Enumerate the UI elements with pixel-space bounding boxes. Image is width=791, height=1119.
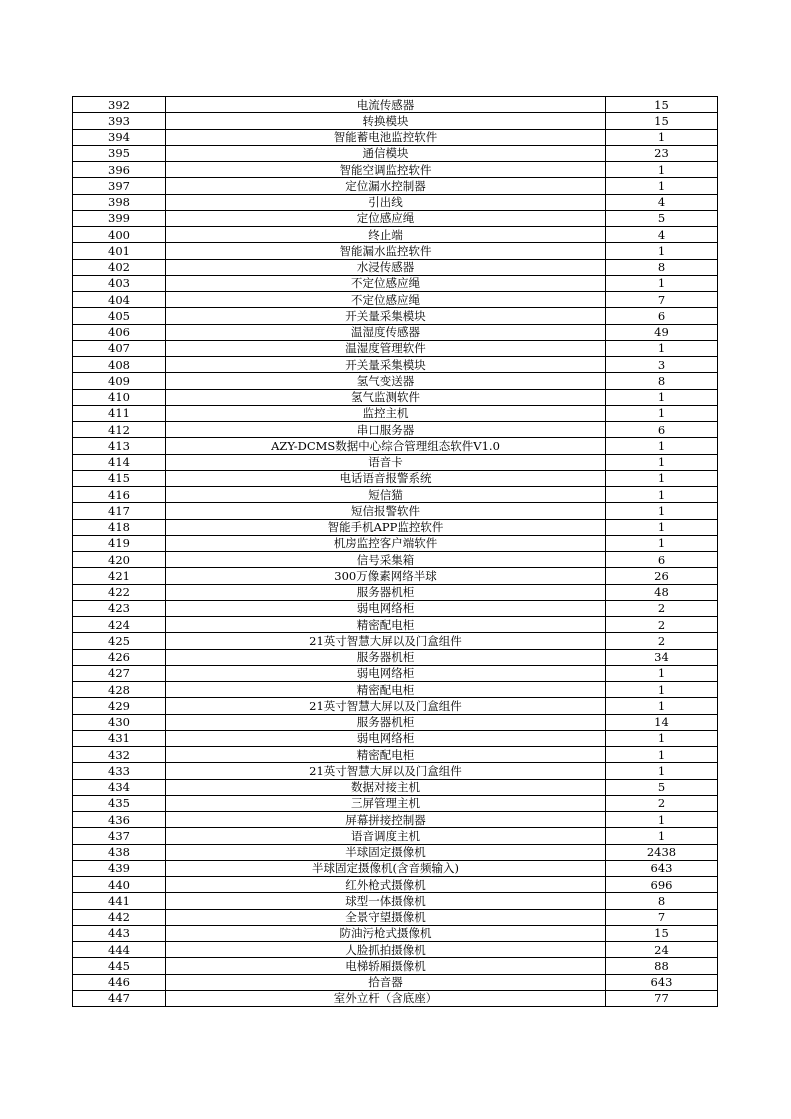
table-row xyxy=(73,373,718,389)
table-row xyxy=(73,649,718,665)
table-row xyxy=(73,292,718,308)
item-name-cell: 半球固定摄像机 xyxy=(166,844,606,860)
row-number-cell: 421 xyxy=(73,568,166,584)
item-name-cell: 引出线 xyxy=(166,194,606,210)
item-name-cell: 短信猫 xyxy=(166,487,606,503)
table-row xyxy=(73,893,718,909)
quantity-cell: 1 xyxy=(606,178,718,194)
quantity-cell: 696 xyxy=(606,877,718,893)
item-name-cell: 电话语音报警系统 xyxy=(166,470,606,486)
table-row xyxy=(73,535,718,551)
quantity-cell: 1 xyxy=(606,470,718,486)
row-number-cell: 404 xyxy=(73,292,166,308)
row-number-cell: 422 xyxy=(73,584,166,600)
quantity-cell: 1 xyxy=(606,243,718,259)
item-name-cell: 氢气监测软件 xyxy=(166,389,606,405)
table-row xyxy=(73,503,718,519)
quantity-cell: 8 xyxy=(606,259,718,275)
item-name-cell: 球型一体摄像机 xyxy=(166,893,606,909)
row-number-cell: 400 xyxy=(73,227,166,243)
item-name-cell: 智能蓄电池监控软件 xyxy=(166,129,606,145)
item-name-cell: 定位漏水控制器 xyxy=(166,178,606,194)
quantity-cell: 48 xyxy=(606,584,718,600)
quantity-cell: 26 xyxy=(606,568,718,584)
row-number-cell: 395 xyxy=(73,145,166,161)
item-name-cell: 服务器机柜 xyxy=(166,584,606,600)
item-name-cell: 数据对接主机 xyxy=(166,779,606,795)
quantity-cell: 5 xyxy=(606,210,718,226)
table-row xyxy=(73,243,718,259)
quantity-cell: 1 xyxy=(606,340,718,356)
table-row xyxy=(73,97,718,113)
item-name-cell: 精密配电柜 xyxy=(166,747,606,763)
table-row xyxy=(73,747,718,763)
quantity-cell: 24 xyxy=(606,942,718,958)
item-name-cell: 防油污枪式摄像机 xyxy=(166,925,606,941)
table-row xyxy=(73,860,718,876)
table-row xyxy=(73,779,718,795)
row-number-cell: 424 xyxy=(73,617,166,633)
row-number-cell: 412 xyxy=(73,422,166,438)
row-number-cell: 436 xyxy=(73,812,166,828)
item-name-cell: 三屏管理主机 xyxy=(166,795,606,811)
row-number-cell: 397 xyxy=(73,178,166,194)
quantity-cell: 1 xyxy=(606,747,718,763)
row-number-cell: 419 xyxy=(73,535,166,551)
row-number-cell: 427 xyxy=(73,665,166,681)
item-name-cell: 全景守望摄像机 xyxy=(166,909,606,925)
row-number-cell: 429 xyxy=(73,698,166,714)
item-name-cell: 语音卡 xyxy=(166,454,606,470)
row-number-cell: 408 xyxy=(73,357,166,373)
row-number-cell: 432 xyxy=(73,747,166,763)
item-name-cell: 300万像素网络半球 xyxy=(166,568,606,584)
item-name-cell: 语音调度主机 xyxy=(166,828,606,844)
item-name-cell: 智能空调监控软件 xyxy=(166,162,606,178)
row-number-cell: 405 xyxy=(73,308,166,324)
table-row xyxy=(73,275,718,291)
item-name-cell: 机房监控客户端软件 xyxy=(166,535,606,551)
quantity-cell: 15 xyxy=(606,97,718,113)
quantity-cell: 2438 xyxy=(606,844,718,860)
table-row xyxy=(73,844,718,860)
item-name-cell: 屏幕拼接控制器 xyxy=(166,812,606,828)
quantity-cell: 4 xyxy=(606,227,718,243)
table-row xyxy=(73,828,718,844)
item-name-cell: 不定位感应绳 xyxy=(166,275,606,291)
table-row xyxy=(73,129,718,145)
row-number-cell: 406 xyxy=(73,324,166,340)
item-name-cell: 串口服务器 xyxy=(166,422,606,438)
quantity-cell: 1 xyxy=(606,487,718,503)
table-row xyxy=(73,145,718,161)
row-number-cell: 416 xyxy=(73,487,166,503)
row-number-cell: 445 xyxy=(73,958,166,974)
table-row xyxy=(73,714,718,730)
item-name-cell: 转换模块 xyxy=(166,113,606,129)
item-name-cell: 拾音器 xyxy=(166,974,606,990)
row-number-cell: 444 xyxy=(73,942,166,958)
row-number-cell: 441 xyxy=(73,893,166,909)
item-name-cell: 红外枪式摄像机 xyxy=(166,877,606,893)
row-number-cell: 402 xyxy=(73,259,166,275)
row-number-cell: 425 xyxy=(73,633,166,649)
quantity-cell: 8 xyxy=(606,373,718,389)
quantity-cell: 643 xyxy=(606,974,718,990)
item-name-cell: 信号采集箱 xyxy=(166,552,606,568)
row-number-cell: 414 xyxy=(73,454,166,470)
table-row xyxy=(73,487,718,503)
item-name-cell: 精密配电柜 xyxy=(166,617,606,633)
item-name-cell: 通信模块 xyxy=(166,145,606,161)
quantity-cell: 1 xyxy=(606,503,718,519)
row-number-cell: 431 xyxy=(73,730,166,746)
row-number-cell: 392 xyxy=(73,97,166,113)
quantity-cell: 7 xyxy=(606,909,718,925)
table-row xyxy=(73,422,718,438)
row-number-cell: 442 xyxy=(73,909,166,925)
quantity-cell: 1 xyxy=(606,454,718,470)
equipment-table xyxy=(72,96,718,1007)
row-number-cell: 396 xyxy=(73,162,166,178)
row-number-cell: 420 xyxy=(73,552,166,568)
table-row xyxy=(73,812,718,828)
item-name-cell: 不定位感应绳 xyxy=(166,292,606,308)
row-number-cell: 440 xyxy=(73,877,166,893)
item-name-cell: 半球固定摄像机(含音频输入) xyxy=(166,860,606,876)
row-number-cell: 393 xyxy=(73,113,166,129)
quantity-cell: 15 xyxy=(606,113,718,129)
quantity-cell: 1 xyxy=(606,389,718,405)
table-row xyxy=(73,438,718,454)
quantity-cell: 8 xyxy=(606,893,718,909)
table-row xyxy=(73,259,718,275)
row-number-cell: 418 xyxy=(73,519,166,535)
row-number-cell: 446 xyxy=(73,974,166,990)
table-row xyxy=(73,519,718,535)
item-name-cell: 人脸抓拍摄像机 xyxy=(166,942,606,958)
item-name-cell: 21英寸智慧大屏以及门盒组件 xyxy=(166,698,606,714)
quantity-cell: 2 xyxy=(606,795,718,811)
row-number-cell: 409 xyxy=(73,373,166,389)
row-number-cell: 433 xyxy=(73,763,166,779)
quantity-cell: 1 xyxy=(606,535,718,551)
row-number-cell: 398 xyxy=(73,194,166,210)
item-name-cell: 开关量采集模块 xyxy=(166,308,606,324)
table-row xyxy=(73,227,718,243)
item-name-cell: 弱电网络柜 xyxy=(166,665,606,681)
row-number-cell: 399 xyxy=(73,210,166,226)
quantity-cell: 5 xyxy=(606,779,718,795)
item-name-cell: 氢气变送器 xyxy=(166,373,606,389)
item-name-cell: 监控主机 xyxy=(166,405,606,421)
row-number-cell: 413 xyxy=(73,438,166,454)
item-name-cell: 终止端 xyxy=(166,227,606,243)
table-row xyxy=(73,357,718,373)
row-number-cell: 428 xyxy=(73,682,166,698)
quantity-cell: 1 xyxy=(606,828,718,844)
item-name-cell: 智能漏水监控软件 xyxy=(166,243,606,259)
table-row xyxy=(73,730,718,746)
table-row xyxy=(73,568,718,584)
quantity-cell: 77 xyxy=(606,990,718,1006)
table-row xyxy=(73,974,718,990)
quantity-cell: 2 xyxy=(606,600,718,616)
row-number-cell: 434 xyxy=(73,779,166,795)
table-row xyxy=(73,324,718,340)
quantity-cell: 7 xyxy=(606,292,718,308)
table-row xyxy=(73,113,718,129)
row-number-cell: 415 xyxy=(73,470,166,486)
table-row xyxy=(73,877,718,893)
quantity-cell: 1 xyxy=(606,519,718,535)
quantity-cell: 643 xyxy=(606,860,718,876)
quantity-cell: 1 xyxy=(606,438,718,454)
quantity-cell: 2 xyxy=(606,617,718,633)
table-row xyxy=(73,162,718,178)
table-row xyxy=(73,454,718,470)
table-row xyxy=(73,308,718,324)
item-name-cell: 弱电网络柜 xyxy=(166,600,606,616)
quantity-cell: 23 xyxy=(606,145,718,161)
table-row xyxy=(73,178,718,194)
row-number-cell: 443 xyxy=(73,925,166,941)
row-number-cell: 417 xyxy=(73,503,166,519)
item-name-cell: 电梯轿厢摄像机 xyxy=(166,958,606,974)
row-number-cell: 426 xyxy=(73,649,166,665)
table-row xyxy=(73,340,718,356)
quantity-cell: 1 xyxy=(606,129,718,145)
quantity-cell: 1 xyxy=(606,812,718,828)
row-number-cell: 401 xyxy=(73,243,166,259)
quantity-cell: 1 xyxy=(606,682,718,698)
item-name-cell: 短信报警软件 xyxy=(166,503,606,519)
table-row xyxy=(73,795,718,811)
item-name-cell: 水浸传感器 xyxy=(166,259,606,275)
item-name-cell: 服务器机柜 xyxy=(166,714,606,730)
table-row xyxy=(73,389,718,405)
table-row xyxy=(73,584,718,600)
row-number-cell: 435 xyxy=(73,795,166,811)
quantity-cell: 1 xyxy=(606,698,718,714)
item-name-cell: 温湿度传感器 xyxy=(166,324,606,340)
row-number-cell: 437 xyxy=(73,828,166,844)
row-number-cell: 447 xyxy=(73,990,166,1006)
quantity-cell: 1 xyxy=(606,665,718,681)
table-row xyxy=(73,600,718,616)
quantity-cell: 14 xyxy=(606,714,718,730)
table-row xyxy=(73,698,718,714)
table-row xyxy=(73,470,718,486)
quantity-cell: 15 xyxy=(606,925,718,941)
table-row xyxy=(73,682,718,698)
quantity-cell: 2 xyxy=(606,633,718,649)
quantity-cell: 3 xyxy=(606,357,718,373)
table-row xyxy=(73,958,718,974)
quantity-cell: 6 xyxy=(606,422,718,438)
item-name-cell: AZY-DCMS数据中心综合管理组态软件V1.0 xyxy=(166,438,606,454)
item-name-cell: 弱电网络柜 xyxy=(166,730,606,746)
quantity-cell: 4 xyxy=(606,194,718,210)
table-row xyxy=(73,909,718,925)
table-row xyxy=(73,552,718,568)
row-number-cell: 438 xyxy=(73,844,166,860)
item-name-cell: 室外立杆（含底座） xyxy=(166,990,606,1006)
row-number-cell: 394 xyxy=(73,129,166,145)
quantity-cell: 1 xyxy=(606,763,718,779)
item-name-cell: 精密配电柜 xyxy=(166,682,606,698)
row-number-cell: 430 xyxy=(73,714,166,730)
quantity-cell: 6 xyxy=(606,552,718,568)
table-body xyxy=(73,97,718,1007)
item-name-cell: 开关量采集模块 xyxy=(166,357,606,373)
quantity-cell: 6 xyxy=(606,308,718,324)
item-name-cell: 定位感应绳 xyxy=(166,210,606,226)
table-row xyxy=(73,942,718,958)
table-row xyxy=(73,925,718,941)
table-row xyxy=(73,665,718,681)
quantity-cell: 1 xyxy=(606,405,718,421)
item-name-cell: 智能手机APP监控软件 xyxy=(166,519,606,535)
item-name-cell: 21英寸智慧大屏以及门盒组件 xyxy=(166,763,606,779)
row-number-cell: 410 xyxy=(73,389,166,405)
table-row xyxy=(73,763,718,779)
quantity-cell: 49 xyxy=(606,324,718,340)
item-name-cell: 温湿度管理软件 xyxy=(166,340,606,356)
table-row xyxy=(73,633,718,649)
quantity-cell: 1 xyxy=(606,730,718,746)
quantity-cell: 1 xyxy=(606,162,718,178)
row-number-cell: 423 xyxy=(73,600,166,616)
quantity-cell: 88 xyxy=(606,958,718,974)
row-number-cell: 411 xyxy=(73,405,166,421)
item-name-cell: 服务器机柜 xyxy=(166,649,606,665)
table-row xyxy=(73,210,718,226)
item-name-cell: 电流传感器 xyxy=(166,97,606,113)
table-row xyxy=(73,617,718,633)
table-row xyxy=(73,194,718,210)
row-number-cell: 403 xyxy=(73,275,166,291)
row-number-cell: 439 xyxy=(73,860,166,876)
table-row xyxy=(73,990,718,1006)
quantity-cell: 34 xyxy=(606,649,718,665)
item-name-cell: 21英寸智慧大屏以及门盒组件 xyxy=(166,633,606,649)
row-number-cell: 407 xyxy=(73,340,166,356)
quantity-cell: 1 xyxy=(606,275,718,291)
table-row xyxy=(73,405,718,421)
